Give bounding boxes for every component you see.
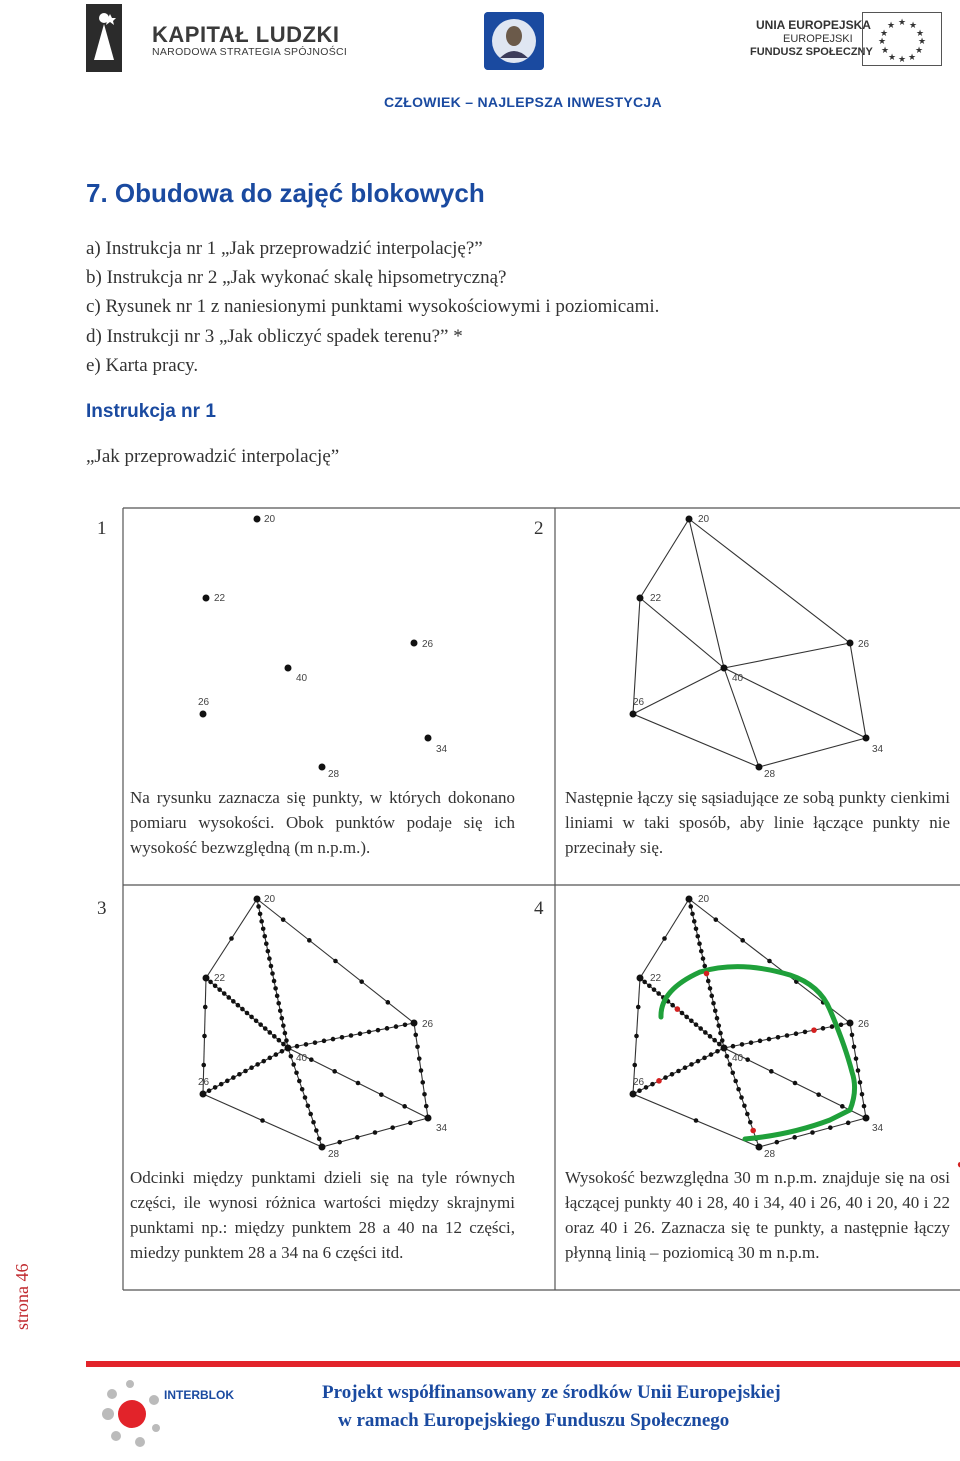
division-dot (201, 1063, 206, 1068)
division-dot (742, 1103, 747, 1108)
svg-text:40: 40 (296, 1053, 308, 1064)
division-dot (390, 1125, 395, 1130)
division-dot (690, 912, 695, 917)
division-dot (340, 1035, 345, 1040)
division-dot (243, 1069, 248, 1074)
division-dot (694, 1022, 699, 1027)
division-dot (413, 1033, 418, 1038)
division-dot (254, 1018, 259, 1023)
division-dot (289, 1054, 294, 1059)
division-dot (717, 1042, 722, 1047)
division-dot (260, 1118, 265, 1123)
contour-30m-marker (704, 971, 710, 977)
division-dot (736, 1087, 741, 1092)
division-dot (267, 956, 272, 961)
svg-text:★: ★ (917, 36, 927, 46)
division-dot (860, 1092, 865, 1097)
division-dot (422, 1092, 427, 1097)
division-dot (270, 971, 275, 976)
division-dot (256, 904, 261, 909)
division-dot (712, 1038, 717, 1043)
division-dot (694, 927, 699, 932)
division-dot (356, 1081, 361, 1086)
division-dot (274, 1052, 279, 1057)
division-dot (231, 999, 236, 1004)
division-dot (684, 1015, 689, 1020)
division-dot (306, 1103, 311, 1108)
division-dot (249, 1065, 254, 1070)
division-dot (852, 1044, 857, 1049)
division-dot (792, 1135, 797, 1140)
division-dot (676, 1069, 681, 1074)
division-dot (269, 964, 274, 969)
division-dot (309, 1057, 314, 1062)
division-dot (776, 1035, 781, 1040)
panel-3-number: 3 (97, 898, 107, 919)
division-dot (376, 1028, 381, 1033)
division-dot (208, 980, 213, 985)
division-dot (748, 1120, 753, 1125)
division-dot (385, 1026, 390, 1031)
ue-fund-label: EUROPEJSKI (783, 33, 853, 45)
division-dot (709, 1052, 714, 1057)
division-dot (637, 1088, 642, 1093)
height-point (721, 1045, 728, 1052)
panel-2-text: Następnie łączy się sąsiadujące ze sobą punkty cienkimi liniami w taki sposób, aby linie łączące punkty nie przecinały się. (565, 788, 950, 857)
division-dot (262, 934, 267, 939)
division-dot (337, 1140, 342, 1145)
svg-text:★: ★ (914, 45, 924, 55)
division-dot (213, 983, 218, 988)
height-point (425, 1115, 432, 1122)
division-dot (284, 1038, 289, 1043)
contour-30m-marker (811, 1027, 817, 1033)
height-point (630, 1091, 637, 1098)
svg-text:22: 22 (650, 593, 662, 604)
list-item-c: c) Rysunek nr 1 z naniesionymi punktami wysokościowymi i poziomicami. (86, 296, 660, 317)
division-dot (709, 994, 714, 999)
division-dot (694, 1118, 699, 1123)
division-dot (701, 956, 706, 961)
svg-text:40: 40 (732, 673, 744, 684)
instruction-subtitle: „Jak przeprowadzić interpolację” (86, 446, 340, 467)
division-dot (745, 1057, 750, 1062)
division-dot (272, 979, 277, 984)
svg-text:22: 22 (214, 973, 226, 984)
division-dot (715, 1049, 720, 1054)
svg-text:★: ★ (907, 52, 917, 62)
division-dot (313, 1040, 318, 1045)
division-dot (333, 959, 338, 964)
division-dot (308, 1112, 313, 1117)
point-20 (254, 516, 261, 523)
division-dot (713, 1008, 718, 1013)
kapital-ludzki-subtitle: NARODOWA STRATEGIA SPÓJNOŚCI (152, 46, 348, 58)
svg-text:26: 26 (858, 1019, 870, 1030)
division-dot (237, 1072, 242, 1077)
svg-text:28: 28 (328, 1149, 340, 1160)
division-dot (322, 1039, 327, 1044)
division-dot (862, 1104, 867, 1109)
division-dot (740, 938, 745, 943)
height-point (411, 1020, 418, 1027)
svg-text:★: ★ (887, 52, 897, 62)
svg-text:28: 28 (764, 1149, 776, 1160)
division-dot (642, 980, 647, 985)
division-dot (670, 1072, 675, 1077)
division-dot (699, 949, 704, 954)
ue-label: UNIA EUROPEJSKA (756, 18, 871, 32)
division-dot (222, 991, 227, 996)
division-dot (278, 1008, 283, 1013)
svg-text:20: 20 (264, 894, 276, 905)
division-dot (273, 986, 278, 991)
list-item-a: a) Instrukcja nr 1 „Jak przeprowadzić interpolację?” (86, 238, 483, 259)
height-point (686, 896, 693, 903)
height-point (203, 975, 210, 982)
division-dot (226, 995, 231, 1000)
svg-text:20: 20 (698, 514, 710, 525)
svg-text:★: ★ (897, 54, 907, 64)
panel-4-text: Wysokość bezwzględna 30 m n.p.m. znajduje się na osi łączącej punkty 40 i 28, 40 i 34, 40 i 26, 40 i 20, 40 i 22 oraz 40 i 26. Zaznacza się te punkty, a następnie łączy płynną linią – poziomicą 30 m n.p.m. (565, 1168, 950, 1262)
division-dot (202, 1034, 207, 1039)
division-dot (424, 1104, 429, 1109)
division-dot (711, 1001, 716, 1006)
division-dot (283, 1031, 288, 1036)
division-dot (680, 1011, 685, 1016)
svg-text:26: 26 (198, 1077, 210, 1088)
contour-30m-marker (750, 1128, 756, 1134)
svg-text:28: 28 (764, 769, 776, 780)
division-dot (263, 1026, 268, 1031)
point-22 (203, 595, 210, 602)
division-dot (650, 1082, 655, 1087)
svg-text:26: 26 (422, 1019, 434, 1030)
division-dot (403, 1022, 408, 1027)
svg-text:★: ★ (897, 17, 907, 27)
panel-4-map (630, 894, 960, 1167)
division-dot (281, 917, 286, 922)
division-dot (258, 912, 263, 917)
division-dot (670, 1003, 675, 1008)
division-dot (689, 1062, 694, 1067)
division-dot (267, 1056, 272, 1061)
division-dot (408, 1121, 413, 1126)
kapital-ludzki-title: KAPITAŁ LUDZKI (152, 22, 340, 47)
list-item-d: d) Instrukcji nr 3 „Jak obliczyć spadek terenu?” * (86, 326, 463, 347)
division-dot (258, 1022, 263, 1027)
division-dot (697, 941, 702, 946)
panel-1-number: 1 (97, 518, 107, 539)
motto: CZŁOWIEK – NAJLEPSZA INWESTYCJA (384, 94, 662, 110)
division-dot (720, 1038, 725, 1043)
division-dot (367, 1030, 372, 1035)
panel-1-map (198, 514, 448, 780)
division-dot (634, 1034, 639, 1039)
height-point (847, 1020, 854, 1027)
division-dot (636, 1005, 641, 1010)
division-dot (856, 1068, 861, 1073)
division-dot (225, 1079, 230, 1084)
division-dot (689, 1018, 694, 1023)
list-item-e: e) Karta pracy. (86, 355, 199, 376)
division-dot (297, 1079, 302, 1084)
division-dot (644, 1085, 649, 1090)
division-dot (662, 936, 667, 941)
division-dot (280, 1049, 285, 1054)
panel-3-text: Odcinki między punktami dzieli się na tyle równych części, ile wynosi różnica wartości między skrajnymi punktami np.: między punktem 28 a 40 na 12 części, miedzy punktem 28 a 34 na 6 części itd. (130, 1168, 515, 1262)
division-dot (295, 1044, 300, 1049)
contour-30m-marker (656, 1078, 662, 1084)
contour-30m-line (661, 967, 855, 1139)
division-dot (758, 1039, 763, 1044)
division-dot (708, 1034, 713, 1039)
division-dot (394, 1024, 399, 1029)
division-dot (767, 959, 772, 964)
panel-1-text: Na rysunku zaznacza się punkty, w których dokonano pomiaru wysokości. Obok punktów podaje się ich wysokość bezwzględną (m n.p.m.). (130, 788, 515, 857)
height-point (200, 1091, 207, 1098)
division-dot (207, 1088, 212, 1093)
division-dot (213, 1085, 218, 1090)
division-dot (236, 1003, 241, 1008)
division-dot (359, 979, 364, 984)
panel-3-map (198, 894, 448, 1160)
svg-text:34: 34 (872, 1123, 884, 1134)
division-dot (379, 1092, 384, 1097)
division-dot (229, 936, 234, 941)
label-26b: 26 (198, 697, 210, 708)
svg-text:26: 26 (633, 1077, 645, 1088)
ue-social-fund-label: FUNDUSZ SPOŁECZNY (750, 46, 873, 58)
label-20: 20 (264, 514, 276, 525)
division-dot (240, 1007, 245, 1012)
footer-line-2: w ramach Europejskiego Funduszu Społecznego (338, 1410, 730, 1431)
division-dot (706, 979, 711, 984)
height-point (863, 1115, 870, 1122)
division-dot (358, 1031, 363, 1036)
division-dot (702, 964, 707, 969)
label-34: 34 (436, 744, 448, 755)
svg-text:34: 34 (872, 744, 884, 755)
division-dot (402, 1104, 407, 1109)
division-dot (261, 1059, 266, 1064)
division-dot (219, 1082, 224, 1087)
division-dot (275, 994, 280, 999)
division-dot (304, 1042, 309, 1047)
svg-text:★: ★ (879, 28, 889, 38)
height-point (285, 1045, 292, 1052)
division-dot (280, 1016, 285, 1021)
height-point (637, 975, 644, 982)
division-dot (785, 1033, 790, 1038)
division-dot (311, 1120, 316, 1125)
division-dot (730, 1070, 735, 1075)
interblok-logo-icon (96, 1376, 166, 1456)
instruction-title: Instrukcja nr 1 (86, 401, 216, 422)
division-dot (769, 1069, 774, 1074)
svg-text:★: ★ (886, 20, 896, 30)
division-dot (656, 991, 661, 996)
division-dot (745, 1112, 750, 1117)
footer-line-1: Projekt współfinansowany ze środków Unii Europejskiej (322, 1382, 781, 1403)
height-point (756, 1144, 763, 1151)
division-dot (307, 938, 312, 943)
label-22: 22 (214, 593, 226, 604)
division-dot (317, 1136, 322, 1141)
division-dot (314, 1128, 319, 1133)
svg-text:20: 20 (698, 894, 710, 905)
division-dot (231, 1075, 236, 1080)
svg-text:22: 22 (650, 973, 662, 984)
division-dot (683, 1065, 688, 1070)
division-dot (767, 1037, 772, 1042)
label-40: 40 (296, 673, 308, 684)
division-dot (698, 1026, 703, 1031)
division-dot (794, 1031, 799, 1036)
division-dot (702, 1056, 707, 1061)
division-dot (733, 1079, 738, 1084)
division-dot (695, 934, 700, 939)
division-dot (277, 1038, 282, 1043)
height-point (319, 1144, 326, 1151)
division-dot (300, 1087, 305, 1092)
division-dot (259, 919, 264, 924)
division-dot (203, 1005, 208, 1010)
division-dot (816, 1092, 821, 1097)
interblok-label: INTERBLOK (164, 1388, 234, 1402)
division-dot (749, 1040, 754, 1045)
division-dot (355, 1135, 360, 1140)
division-dot (249, 1015, 254, 1020)
division-dot (632, 1063, 637, 1068)
division-dot (663, 1075, 668, 1080)
division-dot (417, 1056, 422, 1061)
division-dot (415, 1044, 420, 1049)
svg-text:★: ★ (877, 36, 887, 46)
division-dot (810, 1130, 815, 1135)
point-34 (425, 735, 432, 742)
division-dot (255, 1062, 260, 1067)
point-26a (411, 640, 418, 647)
contour-30m-marker (675, 1006, 681, 1012)
division-dot (718, 1031, 723, 1036)
division-dot (267, 1030, 272, 1035)
division-dot (692, 919, 697, 924)
division-dot (696, 1059, 701, 1064)
footer-divider (86, 1361, 960, 1367)
division-dot (775, 1140, 780, 1145)
division-dot (708, 986, 713, 991)
division-dot (266, 949, 271, 954)
svg-text:40: 40 (732, 1053, 744, 1064)
division-dot (294, 1070, 299, 1075)
panel-2-number: 2 (534, 518, 544, 539)
division-dot (261, 927, 266, 932)
height-point (254, 896, 261, 903)
division-dot (647, 983, 652, 988)
division-dot (332, 1069, 337, 1074)
division-dot (840, 1104, 845, 1109)
point-26b (200, 711, 207, 718)
division-dot (725, 1054, 730, 1059)
division-dot (858, 1080, 863, 1085)
division-dot (821, 1026, 826, 1031)
division-dot (331, 1037, 336, 1042)
svg-text:★: ★ (880, 45, 890, 55)
division-dot (714, 917, 719, 922)
division-dot (264, 941, 269, 946)
section-heading: 7. Obudowa do zajęć blokowych (86, 178, 485, 208)
division-dot (803, 1030, 808, 1035)
label-28: 28 (328, 769, 340, 780)
division-dot (281, 1042, 286, 1047)
panel-4-number: 4 (534, 898, 544, 919)
list-item-b: b) Instrukcja nr 2 „Jak wykonać skalę hipsometryczną? (86, 267, 507, 288)
division-dot (715, 1016, 720, 1021)
point-40 (285, 665, 292, 672)
division-dot (850, 1033, 855, 1038)
division-dot (276, 1001, 281, 1006)
division-dot (419, 1068, 424, 1073)
division-dot (652, 987, 657, 992)
division-dot (349, 1033, 354, 1038)
division-dot (854, 1056, 859, 1061)
svg-text:★: ★ (915, 28, 925, 38)
svg-text:★: ★ (908, 20, 918, 30)
division-dot (373, 1130, 378, 1135)
svg-text:26: 26 (633, 697, 645, 708)
division-dot (828, 1125, 833, 1130)
division-dot (245, 1011, 250, 1016)
division-dot (217, 987, 222, 992)
svg-text:34: 34 (436, 1123, 448, 1134)
division-dot (420, 1080, 425, 1085)
label-26a: 26 (422, 639, 434, 650)
division-dot (731, 1044, 736, 1049)
division-dot (739, 1095, 744, 1100)
division-dot (716, 1023, 721, 1028)
panel-2-map (630, 514, 884, 780)
page-number-side-label: strona 46 (12, 1263, 32, 1330)
division-dot (703, 1030, 708, 1035)
point-28 (319, 764, 326, 771)
svg-text:26: 26 (858, 639, 870, 650)
division-dot (740, 1042, 745, 1047)
division-dot (846, 1121, 851, 1126)
division-dot (688, 904, 693, 909)
division-dot (272, 1034, 277, 1039)
division-dot (303, 1095, 308, 1100)
division-dot (281, 1023, 286, 1028)
division-dot (386, 1000, 391, 1005)
division-dot (793, 1081, 798, 1086)
